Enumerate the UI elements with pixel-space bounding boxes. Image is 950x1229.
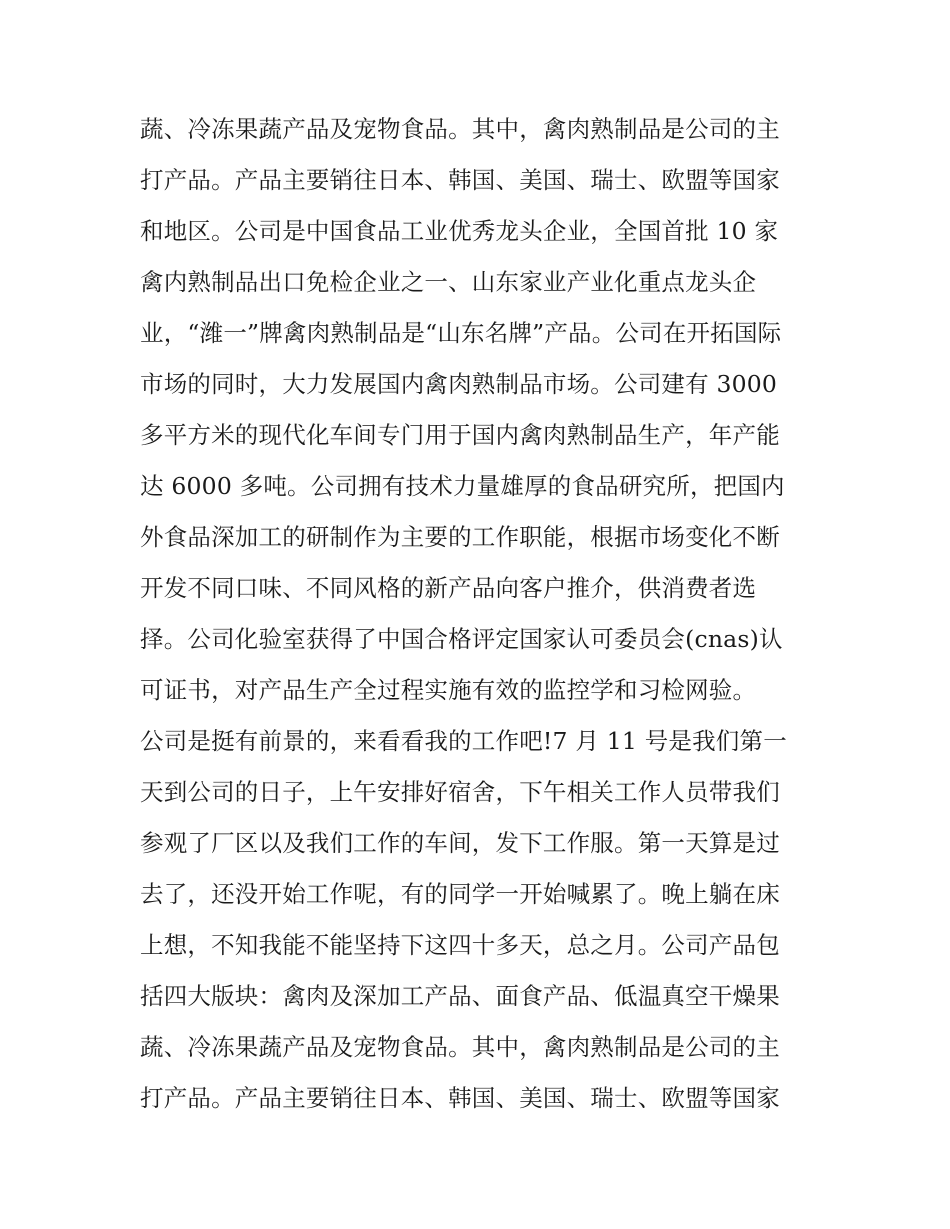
text-line: 打产品。产品主要销往日本、韩国、美国、瑞士、欧盟等国家 xyxy=(140,1084,780,1112)
text-line: 可证书，对产品生产全过程实施有效的监控学和习检网验。 xyxy=(140,676,757,704)
text-line: 公司是挺有前景的，来看看我的工作吧!7 月 11 号是我们第一 xyxy=(140,727,787,755)
text-line: 多平方米的现代化车间专门用于国内禽肉熟制品生产，年产能 xyxy=(140,421,780,449)
text-line: 禽内熟制品出口免检企业之一、山东家业产业化重点龙头企 xyxy=(140,268,757,296)
text-line: 天到公司的日子，上午安排好宿舍，下午相关工作人员带我们 xyxy=(140,778,780,806)
text-line: 参观了厂区以及我们工作的车间，发下工作服。第一天算是过 xyxy=(140,829,780,857)
body-text xyxy=(140,104,820,1124)
text-line: 开发不同口味、不同风格的新产品向客户推介，供消费者选 xyxy=(140,574,757,602)
text-line: 和地区。公司是中国食品工业优秀龙头企业，全国首批 10 家 xyxy=(140,217,779,245)
text-line: 市场的同时，大力发展国内禽肉熟制品市场。公司建有 3000 xyxy=(140,370,778,398)
text-line: 外食品深加工的研制作为主要的工作职能，根据市场变化不断 xyxy=(140,523,780,551)
text-line: 蔬、冷冻果蔬产品及宠物食品。其中，禽肉熟制品是公司的主 xyxy=(140,115,780,143)
text-line: 蔬、冷冻果蔬产品及宠物食品。其中，禽肉熟制品是公司的主 xyxy=(140,1033,780,1061)
text-line: 择。公司化验室获得了中国合格评定国家认可委员会(cnas)认 xyxy=(140,625,783,653)
text-line: 打产品。产品主要销往日本、韩国、美国、瑞士、欧盟等国家 xyxy=(140,166,780,194)
text-line: 上想，不知我能不能坚持下这四十多天，总之月。公司产品包 xyxy=(140,931,780,959)
text-line: 去了，还没开始工作呢，有的同学一开始喊累了。晚上躺在床 xyxy=(140,880,780,908)
text-line: 业，“潍一”牌禽肉熟制品是“山东名牌”产品。公司在开拓国际 xyxy=(140,319,782,347)
text-line: 达 6000 多吨。公司拥有技术力量雄厚的食品研究所，把国内 xyxy=(140,472,785,500)
text-line: 括四大版块：禽肉及深加工产品、面食产品、低温真空干燥果 xyxy=(140,982,780,1010)
